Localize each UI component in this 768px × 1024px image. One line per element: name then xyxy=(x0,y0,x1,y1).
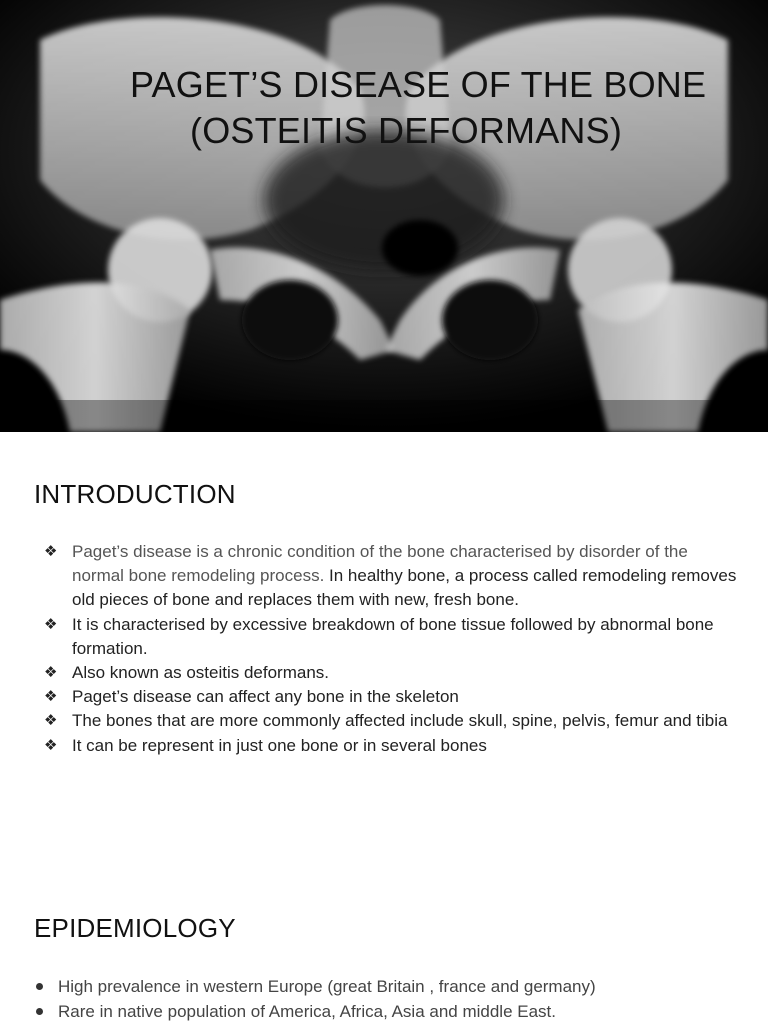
title-line-1: PAGET’S DISEASE OF THE BONE xyxy=(130,64,707,105)
list-item xyxy=(44,685,744,709)
list-item-text: Rare in native population of America, Africa, Asia and middle East. xyxy=(58,1002,556,1021)
bullet-dot-icon xyxy=(36,1008,43,1015)
list-item-text: Also known as osteitis deformans. xyxy=(72,663,330,683)
list-item-text: The bones that are more commonly affected include skull, spine, pelvis, femur and tibia xyxy=(72,711,728,731)
list-item-text: In healthy bone, a process called remodeling removes old pieces of bone and replaces them with new, fresh bone. xyxy=(72,566,737,610)
list-item xyxy=(44,709,744,733)
list-item xyxy=(44,661,744,685)
list-item xyxy=(44,734,744,758)
introduction-heading: INTRODUCTION xyxy=(34,479,236,509)
introduction-list xyxy=(44,540,744,758)
diamond-bullet-icon: ❖ xyxy=(44,688,58,706)
diamond-bullet-icon: ❖ xyxy=(44,712,58,730)
title-line-2: (OSTEITIS DEFORMANS) xyxy=(190,110,623,151)
title-slide xyxy=(0,0,768,432)
list-item-text: Paget’s disease is a chronic condition of the bone characterised by disorder of the normal bone remodeling process. xyxy=(72,542,688,586)
list-item-text: Paget’s disease can affect any bone in the skeleton xyxy=(72,687,459,707)
slide-title xyxy=(0,62,768,154)
list-item xyxy=(44,613,744,661)
list-item xyxy=(44,540,744,613)
list-item-text: It can be represent in just one bone or in several bones xyxy=(72,735,487,755)
epidemiology-heading: EPIDEMIOLOGY xyxy=(34,913,236,943)
diamond-bullet-icon: ❖ xyxy=(44,664,58,682)
list-item-text: It is characterised by excessive breakdown of bone tissue followed by abnormal bone formation. xyxy=(72,614,714,658)
list-item xyxy=(34,999,754,1024)
bullet-dot-icon xyxy=(36,983,43,990)
epidemiology-list xyxy=(34,974,754,1024)
diamond-bullet-icon: ❖ xyxy=(44,543,58,560)
diamond-bullet-icon: ❖ xyxy=(44,615,58,633)
list-item-text: High prevalence in western Europe (great Britain , france and germany) xyxy=(58,977,596,996)
diamond-bullet-icon: ❖ xyxy=(44,736,58,754)
list-item xyxy=(34,974,754,999)
